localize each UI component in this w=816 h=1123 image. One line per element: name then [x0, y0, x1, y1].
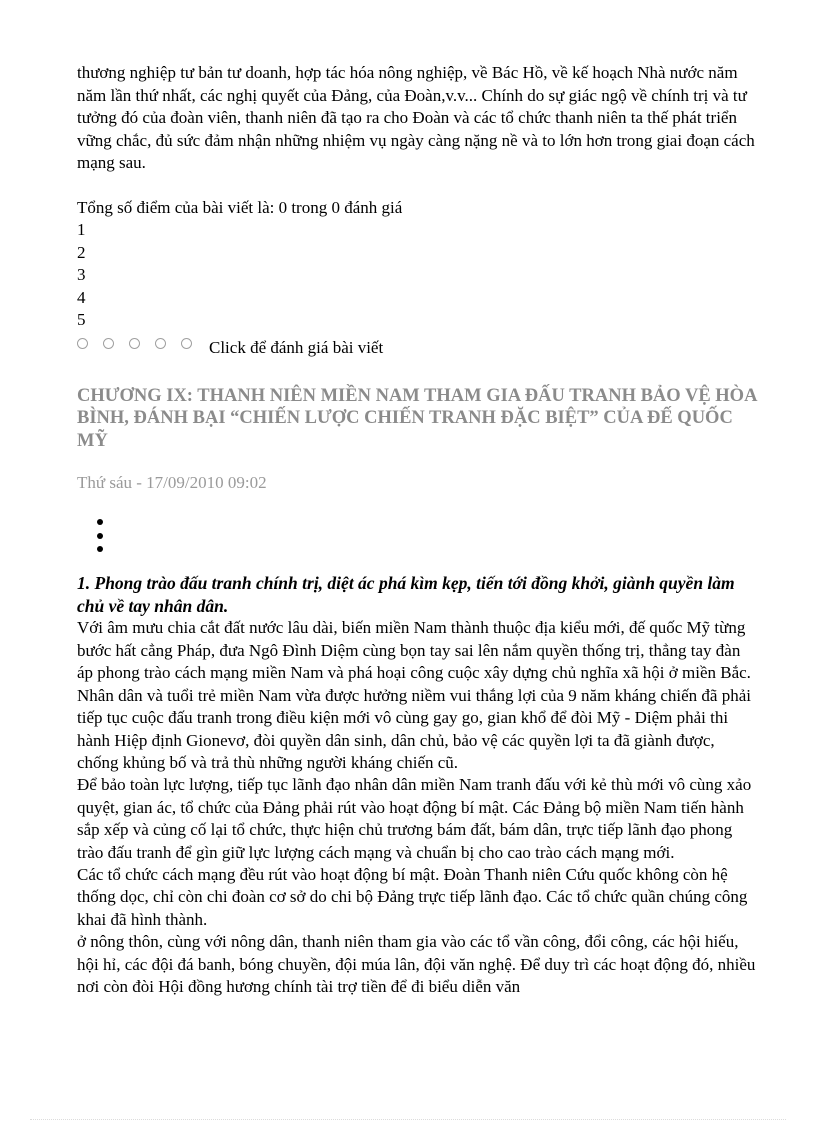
page-footer-divider	[30, 1119, 786, 1120]
rating-radio-5[interactable]	[181, 338, 192, 349]
rating-level-2: 2	[77, 242, 86, 262]
rating-radio-2[interactable]	[103, 338, 114, 349]
section-heading: 1. Phong trào đấu tranh chính trị, diệt ác phá kìm kẹp, tiến tới đồng khởi, giành quyền làm chủ về tay nhân dân.	[77, 573, 735, 616]
intro-paragraph: thương nghiệp tư bản tư doanh, hợp tác hóa nông nghiệp, về Bác Hồ, về kế hoạch Nhà nước năm năm lần thứ nhất, các nghị quyết của Đảng, của Đoàn,v.v... Chính do sự giác ngộ về chính trị và tư tưởng đó của đoàn viên, thanh niên đã tạo ra cho Đoàn và các tổ chức thanh niên ta thế phát triển vững chắc, đủ sức đảm nhận những nhiệm vụ ngày càng nặng nề và to lớn hơn trong giai đoạn cách mạng sau.	[77, 63, 755, 172]
rating-level-4: 4	[77, 287, 86, 307]
rating-level-3: 3	[77, 265, 86, 285]
body-paragraph: Để bảo toàn lực lượng, tiếp tục lãnh đạo nhân dân miền Nam tranh đấu với kẻ thù mới vô cùng xảo quyệt, gian ác, tổ chức của Đảng phải rút vào hoạt động bí mật. Các Đảng bộ miền Nam tiến hành sắp xếp và củng cố lại tổ chức, thực hiện chủ trương bám đất, bám dân, trực tiếp lãnh đạo phong trào đấu tranh để gìn giữ lực lượng cách mạng và chuẩn bị cho cao trào cách mạng mới.	[77, 775, 752, 862]
bullet-dot	[97, 546, 103, 552]
rating-levels	[77, 219, 757, 332]
body-paragraph: ở nông thôn, cùng với nông dân, thanh niên tham gia vào các tổ vần công, đổi công, các hội hiếu, hội hỉ, các đội đá banh, bóng chuyền, đội múa lân, đội văn nghệ. Để duy trì các hoạt động đó, nhiều nơi còn đòi Hội đồng hương chính tài trợ tiền để đi biểu diễn văn	[77, 932, 756, 996]
rating-click-label: Click để đánh giá bài viết	[209, 337, 384, 357]
chapter-title[interactable]: CHƯƠNG IX: THANH NIÊN MIỀN NAM THAM GIA ĐẤU TRANH BẢO VỆ HÒA BÌNH, ĐÁNH BẠI “CHIẾN LƯỢC CHIẾN TRANH ĐẶC BIỆT” CỦA ĐẾ QUỐC MỸ	[77, 385, 757, 451]
document-page	[77, 62, 757, 998]
rating-score-text: Tổng số điểm của bài viết là: 0 trong 0 đánh giá	[77, 197, 403, 217]
body-paragraph: Nhân dân và tuổi trẻ miền Nam vừa được hưởng niềm vui thắng lợi của 9 năm kháng chiến đã phải tiếp tục cuộc đấu tranh trong điều kiện mới vô cùng gay go, gian khổ để đòi Mỹ - Diệm phải thi hành Hiệp định Gionevơ, đòi quyền dân sinh, dân chủ, bảo vệ các quyền lợi ta đã giành được, chống khủng bố và trả thù những người kháng chiến cũ.	[77, 685, 751, 772]
bullet-dot	[97, 533, 103, 539]
rating-radio-3[interactable]	[129, 338, 140, 349]
article-date: Thứ sáu - 17/09/2010 09:02	[77, 473, 267, 493]
rating-radio-1[interactable]	[77, 338, 88, 349]
body-paragraph: Với âm mưu chia cắt đất nước lâu dài, biến miền Nam thành thuộc địa kiểu mới, đế quốc Mỹ từng bước hất cẳng Pháp, đưa Ngô Đình Diệm cùng bọn tay sai lên nắm quyền thống trị, thẳng tay đàn áp phong trào cách mạng miền Nam và phá hoại công cuộc xây dựng chủ nghĩa xã hội ở miền Bắc.	[77, 618, 751, 683]
rating-level-1: 1	[77, 220, 86, 239]
rating-radio-4[interactable]	[155, 338, 166, 349]
body-paragraph: Các tổ chức cách mạng đều rút vào hoạt động bí mật. Đoàn Thanh niên Cứu quốc không còn hệ thống dọc, chỉ còn chi đoàn cơ sở do chi bộ Đảng trực tiếp lãnh đạo. Các tổ chức quần chúng công khai đã hình thành.	[77, 864, 748, 929]
rating-level-5: 5	[77, 310, 86, 330]
rating-radio-row	[77, 332, 757, 358]
article-body	[77, 617, 757, 998]
bullet-dot	[97, 519, 103, 525]
empty-bullet-list	[97, 519, 757, 552]
